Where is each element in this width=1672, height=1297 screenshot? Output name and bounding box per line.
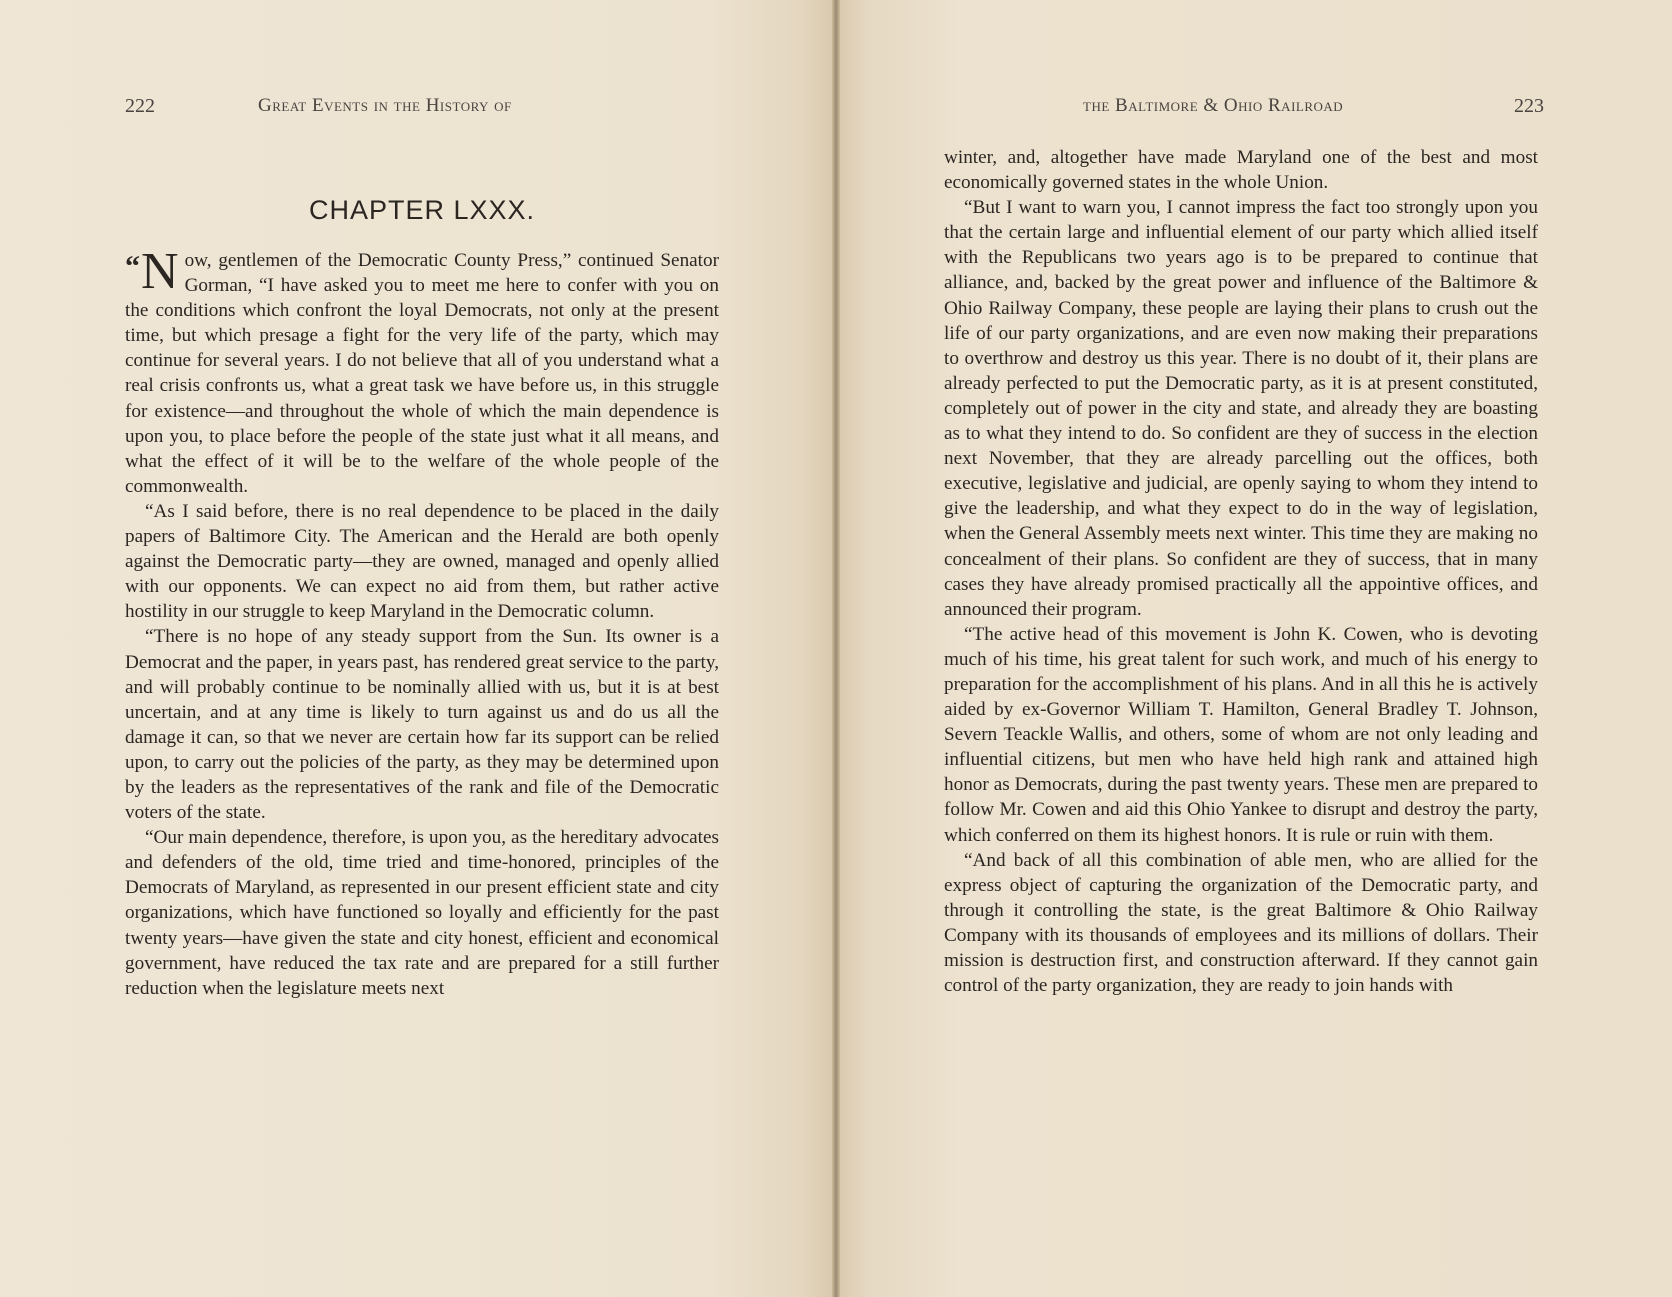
left-text-column — [125, 243, 719, 1001]
running-head-left: Great Events in the History of — [258, 95, 512, 116]
paragraph: “And back of all this combination of able men, who are allied for the express object of capturing the organization of the Democratic party, and through it controlling the state, is the great Baltimore & Ohio Railway Company with its thousands of employees and its millions of dollars. Their mission is destruction first, and construction afterward. If they cannot gain control of the party organization, they are ready to join hands with — [944, 849, 1538, 997]
paragraph: “As I said before, there is no real dependence to be placed in the daily papers of Baltimore City. The American and the Herald are both openly against the Democratic party—they are owned, managed and openly allied with our opponents. We can expect no aid from them, but rather active hostility in our struggle to keep Maryland in the Democratic column. — [125, 500, 719, 623]
paragraph: “Our main dependence, therefore, is upon you, as the hereditary advocates and defenders of the old, time tried and time-honored, principles of the Democrats of Maryland, as represented in our present efficient state and city organizations, which have functioned so loyally and efficiently for the past twenty years—have given the state and city honest, efficient and economical government, have reduced the tax rate and are prepared for a still further reduction when the legislature meets next — [125, 827, 719, 999]
drop-cap: “N — [125, 243, 179, 300]
right-page — [836, 0, 1672, 1297]
chapter-title: CHAPTER LXXX. — [308, 195, 536, 225]
page-number-right: 223 — [1514, 95, 1544, 117]
paragraph: “N ow, gentlemen of the Democratic County Press,” continued Senator Gorman, “I have asked you to meet me here to confer with you on the conditions which confront the loyal Democrats, not only at the present time, but which presage a fight for the very life of the party, which may continue for several years. I do not believe that all of you understand what a real crisis confronts us, what a great task we have before us, in this struggle for existence—and throughout the whole of which the main dependence is upon you, to place before the people of the state just what it all means, and what the effect of it will be to the welfare of the whole people of the commonwealth. — [125, 243, 719, 497]
book-gutter — [832, 0, 840, 1297]
paragraph: “There is no hope of any steady support from the Sun. Its owner is a Democrat and the paper, in years past, has rendered great service to the party, and will probably continue to be nominally allied with us, but it is at best uncertain, and at any time is likely to turn against us and do us all the damage it can, so that we never are certain how far its support can be relied upon, to carry out the policies of the party, as they may be determined upon by the leaders as the representatives of the rank and file of the Democratic voters of the state. — [125, 626, 719, 824]
paragraph: winter, and, altogether have made Maryland one of the best and most economically governed states in the whole Union. — [944, 147, 1538, 194]
right-text-column — [944, 145, 1538, 998]
paragraph: “The active head of this movement is John K. Cowen, who is devoting much of his time, his great talent for such work, and much of his energy to preparation for the accomplishment of his plans. And in all this he is actively aided by ex-Governor William T. Hamilton, General Bradley T. Johnson, Severn Teackle Wallis, and others, some of whom are not only leading and influential citizens, but men who have held high rank and attained high honor as Democrats, during the past twenty years. These men are prepared to follow Mr. Cowen and aid this Ohio Yankee to disrupt and destroy the party, which conferred on them its highest honors. It is rule or ruin with them. — [944, 623, 1538, 846]
paragraph: “But I want to warn you, I cannot impress the fact too strongly upon you that the certain large and influential element of our party which allied itself with the Republicans two years ago is to be prepared to continue that alliance, and, backed by the great power and influence of the Baltimore & Ohio Railway Company, these people are laying their plans to crush out the life of our party organizations, and are even now making their preparations to overthrow and destroy us this year. There is no doubt of it, their plans are already perfected to put the Democratic party, as it is at present constituted, completely out of power in the city and state, and already they are boasting as to what they intend to do. So confident are they of success in the election next November, that they are already parcelling out the offices, both executive, legislative and judicial, are openly saying to whom they intend to give the leadership, and what they expect to do in the way of legislation, when the General Assembly meets next winter. This time they are making no concealment of their plans. So confident are they of success, that in many cases they have already promised practically all the appointive offices, and announced their program. — [944, 197, 1538, 620]
running-head-right: the Baltimore & Ohio Railroad — [1083, 95, 1344, 116]
page-number-left: 222 — [125, 95, 155, 117]
